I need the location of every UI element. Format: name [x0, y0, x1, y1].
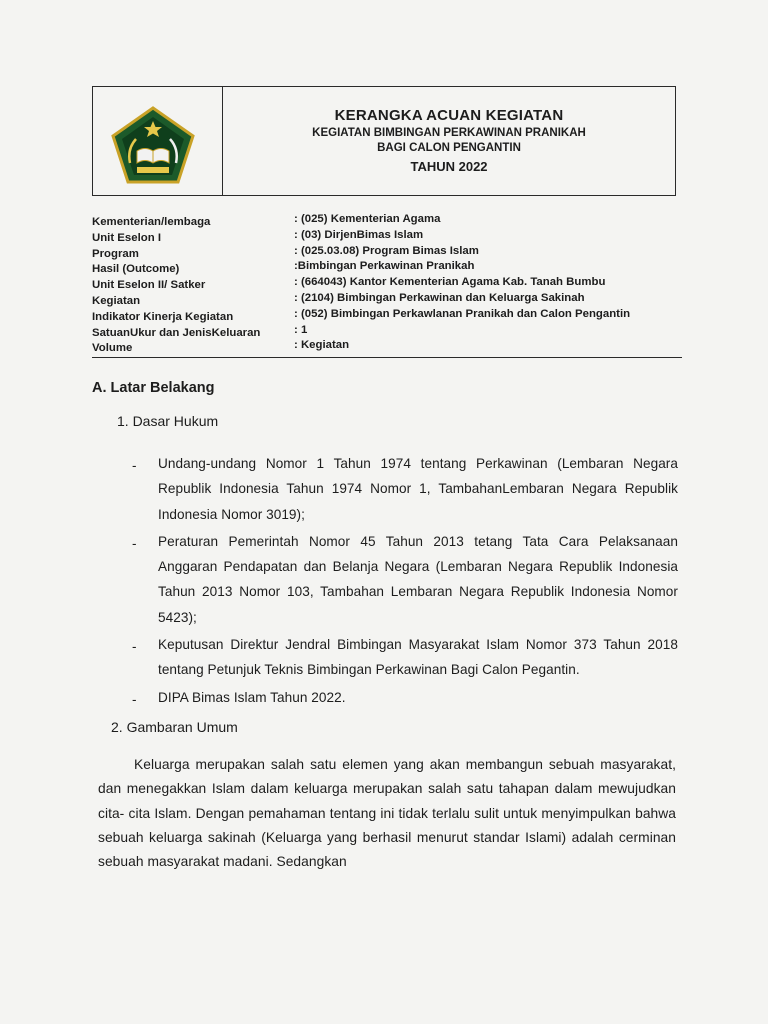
metadata-label: Unit Eselon I [92, 231, 161, 244]
list-dash: - [132, 458, 137, 473]
list-dash: - [132, 639, 137, 655]
metadata-label: Kementerian/lembaga [92, 216, 211, 228]
list-item-text: DIPA Bimas Islam Tahun 2022. [158, 689, 346, 705]
list-item-text: Undang-undang Nomor 1 Tahun 1974 tentang Perkawinan (Lembaran Negara Republik Indonesia Tahun 1974 Nomor 1, TambahanLembaran Negara Republik Indonesia Nomor 3019); [158, 456, 678, 522]
list-item [132, 529, 678, 630]
list-dash: - [132, 691, 137, 707]
metadata-row [92, 339, 682, 358]
metadata-label: Hasil (Outcome) [92, 263, 180, 276]
metadata-value: : Kegiatan [294, 339, 350, 352]
metadata-label: Kegiatan [92, 294, 141, 307]
logo-cell [93, 87, 223, 195]
metadata-divider [92, 357, 682, 358]
metadata-value: : (03) DirjenBimas Islam [294, 228, 424, 241]
metadata-label: SatuanUkur dan JenisKeluaran [92, 326, 261, 339]
gambaran-umum-paragraph: Keluarga merupakan salah satu elemen yang akan membangun sebuah masyarakat, dan menegakkan Islam dalam keluarga merupakan salah satu tahapan dalam mewujudkan cita- cita Islam. Dengan pemahaman tentang ini tidak terlalu sulit untuk menyimpulkan bahwa sebuah keluarga sakinah (Keluarga yang berhasil menurut standar Islami) adalah cerminan sebuah masyarakat madani. Sedangkan [98, 757, 676, 870]
dasar-hukum-list [132, 451, 678, 712]
metadata-value: :Bimbingan Perkawinan Pranikah [294, 260, 475, 273]
metadata-value: : (664043) Kantor Kementerian Agama Kab. Tanah Bumbu [294, 276, 606, 289]
title-cell [223, 87, 675, 195]
list-item [132, 632, 678, 683]
metadata-value: : (052) Bimbingan Perkawlanan Pranikah dan Calon Pengantin [294, 307, 631, 320]
list-item [132, 451, 678, 527]
document-subtitle-line2: BAGI CALON PENGANTIN [377, 142, 521, 154]
metadata-value: : (025) Kementerian Agama [294, 213, 441, 225]
metadata-label: Indikator Kinerja Kegiatan [92, 310, 234, 323]
document-title: KERANGKA ACUAN KEGIATAN [334, 107, 564, 124]
metadata-row [92, 307, 682, 327]
list-item-text: Keputusan Direktur Jendral Bimbingan Masyarakat Islam Nomor 373 Tahun 2018 tentang Petunjuk Teknis Bimbingan Perkawinan Bagi Calon Pegantin. [158, 637, 678, 678]
metadata-label: Volume [92, 342, 133, 355]
sub-heading-dasar-hukum: 1. Dasar Hukum [117, 413, 219, 429]
document-subtitle-line1: KEGIATAN BIMBINGAN PERKAWINAN PRANIKAH [312, 127, 586, 139]
metadata-table [92, 213, 682, 358]
metadata-label: Unit Eselon II/ Satker [92, 279, 206, 292]
kementerian-agama-emblem-icon [110, 105, 196, 185]
document-year: TAHUN 2022 [410, 159, 488, 174]
list-item-text: Peraturan Pemerintah Nomor 45 Tahun 2013 tetang Tata Cara Pelaksanaan Anggaran Pendapatan dan Belanja Negara (Lembaran Negara Republik Indonesia Tahun 2013 Nomor 103, Tambahan Lembaran Negara Republik Indonesia Nomor 5423); [158, 533, 678, 625]
metadata-label: Program [92, 247, 139, 260]
metadata-value: : (2104) Bimbingan Perkawinan dan Keluarga Sakinah [294, 291, 585, 304]
header-box [92, 86, 676, 196]
sub-heading-gambaran-umum: 2. Gambaran Umum [111, 719, 238, 735]
metadata-value: : (025.03.08) Program Bimas Islam [294, 244, 479, 257]
metadata-row [92, 323, 682, 343]
section-heading-latar-belakang: A. Latar Belakang [92, 380, 215, 396]
list-dash: - [132, 535, 137, 551]
metadata-value: : 1 [294, 323, 308, 336]
list-item [132, 685, 678, 710]
